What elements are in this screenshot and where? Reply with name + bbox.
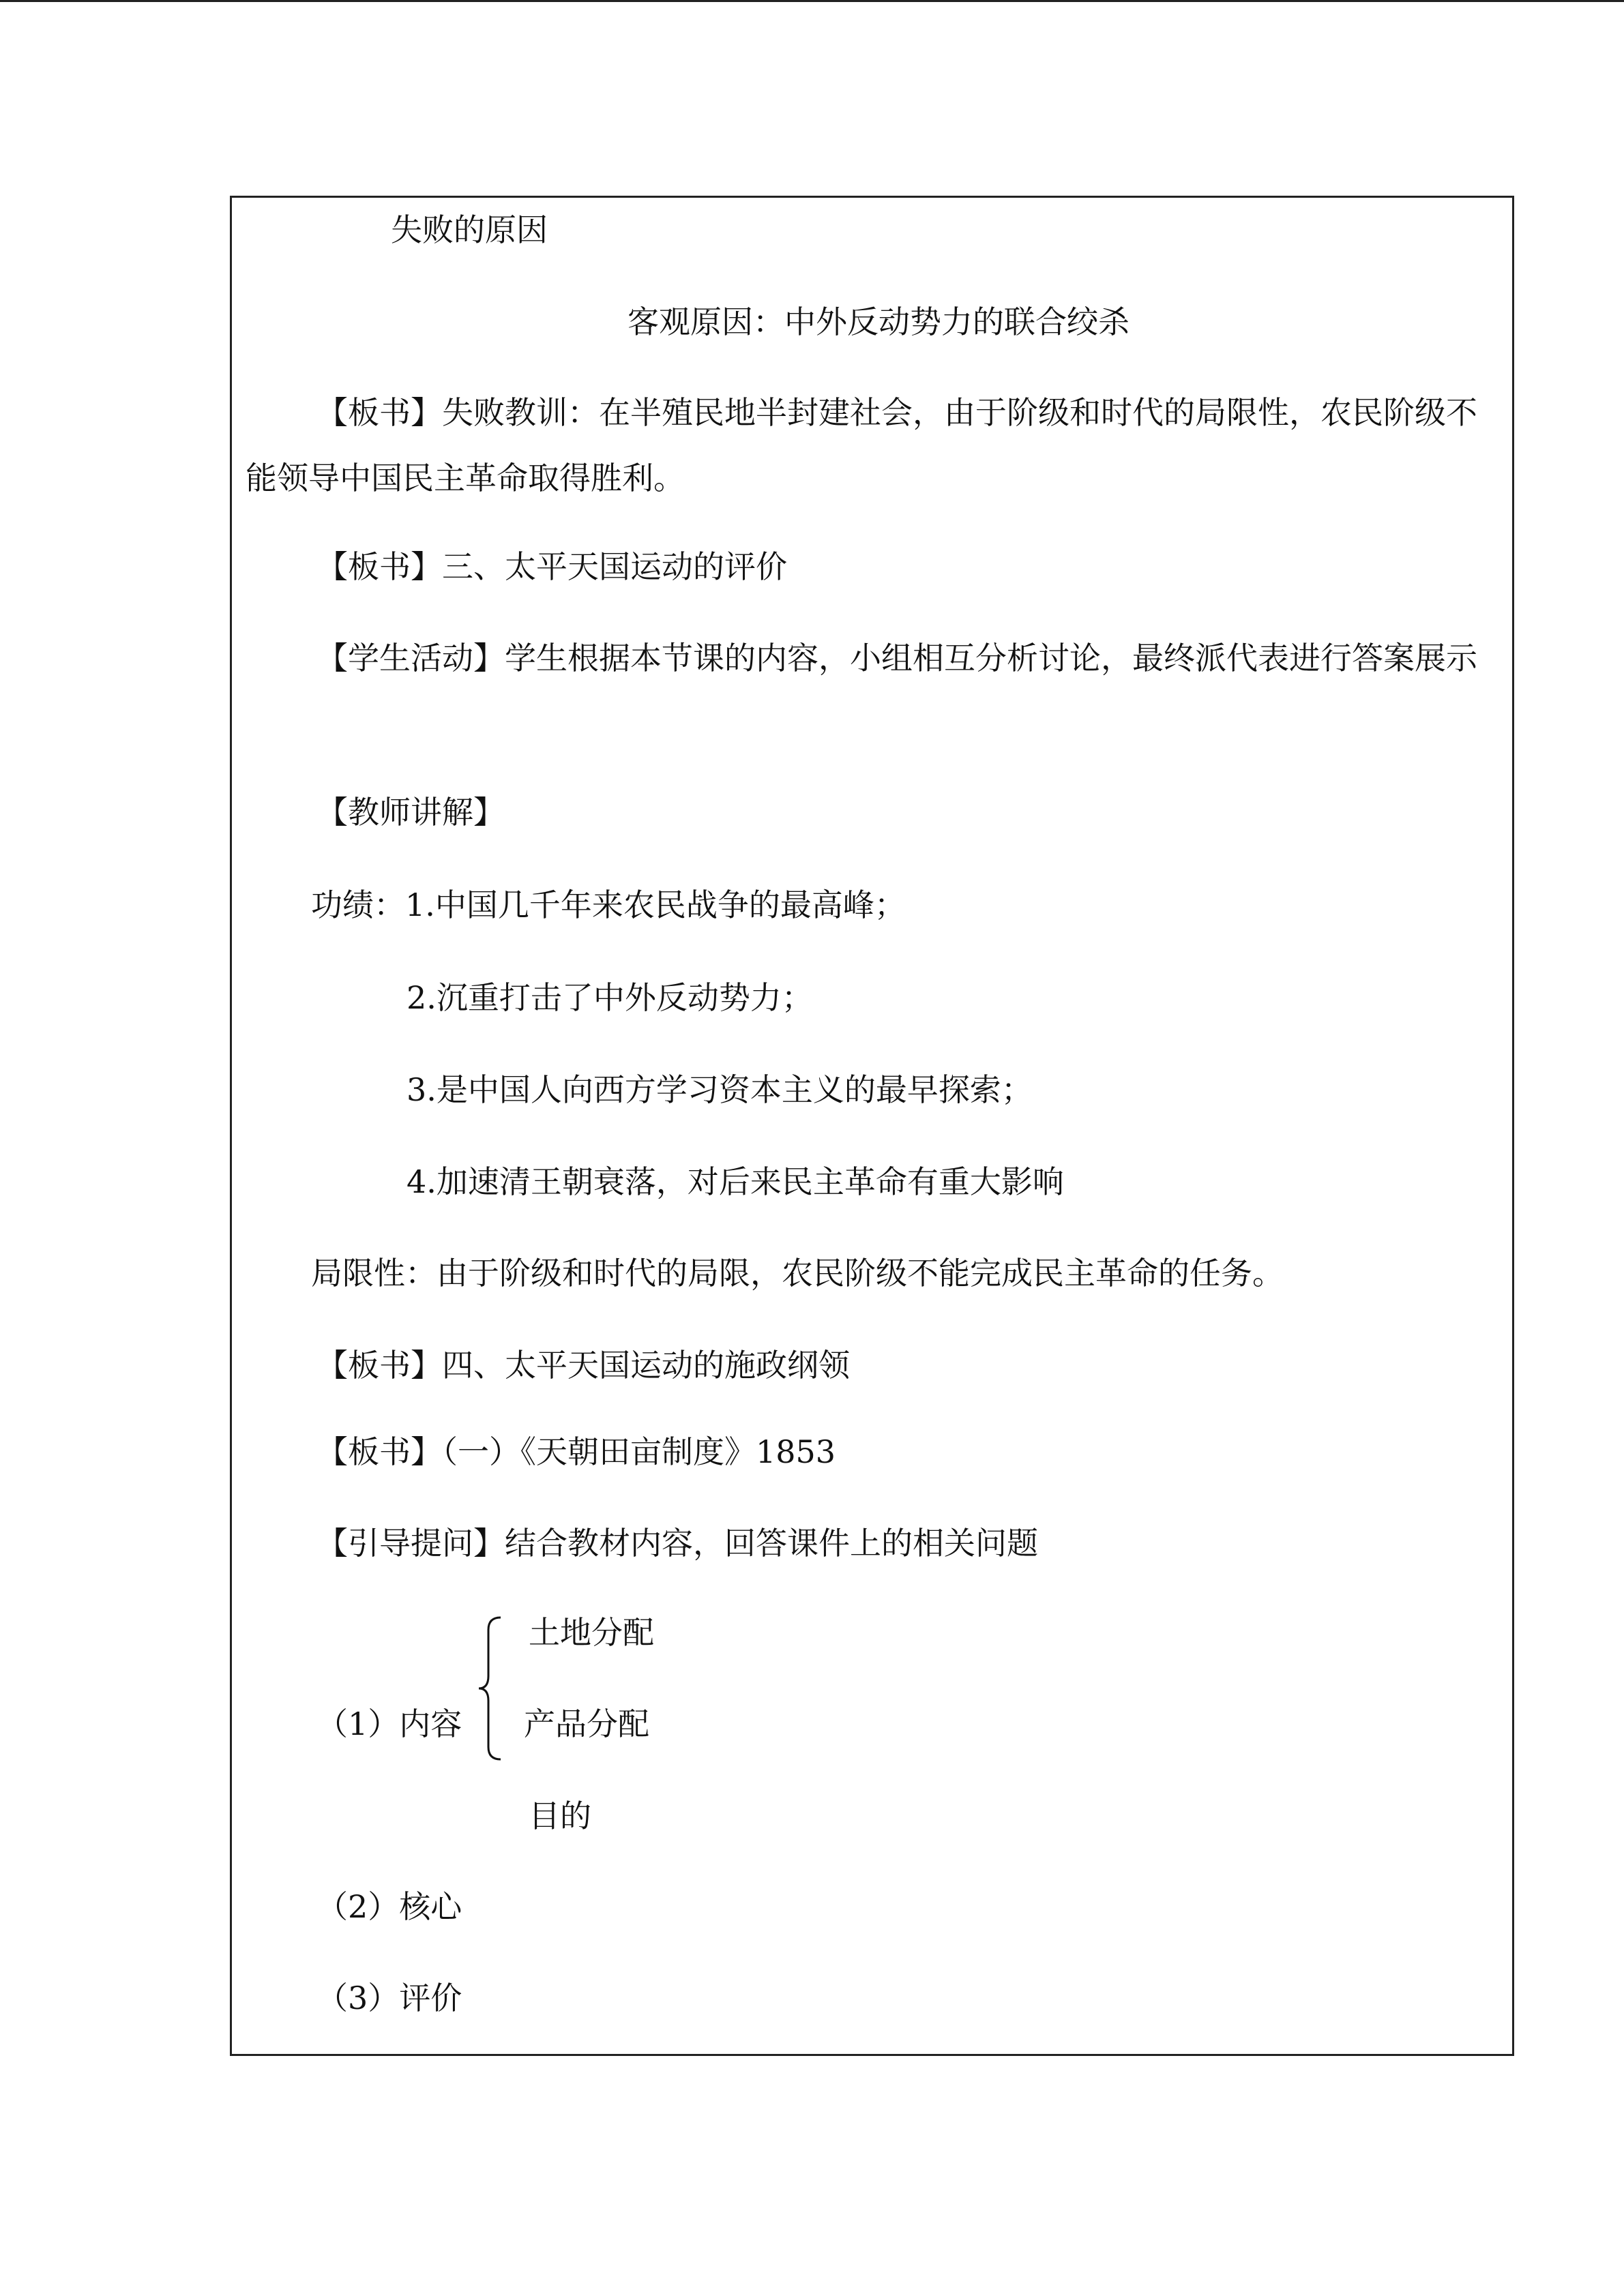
content-label: （1）内容	[316, 1705, 462, 1742]
heading-failure-reasons: 失败的原因	[391, 211, 548, 248]
merit-item-3: 3.是中国人向西方学习资本主义的最早探索；	[407, 1071, 1033, 1108]
board-program-line: 【板书】四、太平天国运动的施政纲领	[316, 1347, 850, 1384]
board-evaluation-line: 【板书】三、太平天国运动的评价	[316, 548, 787, 585]
core-label: （2）核心	[316, 1888, 462, 1925]
page-top-border	[0, 0, 1624, 2]
merit-item-4: 4.加速清王朝衰落，对后来民主革命有重大影响	[407, 1163, 1064, 1200]
teacher-explain-line: 【教师讲解】	[316, 794, 505, 831]
board-lesson-paragraph: 【板书】失败教训：在半殖民地半封建社会，由于阶级和时代的局限性，农民阶级不能领导中国民主革命取得胜利。	[246, 394, 1477, 496]
content-item-land: 土地分配	[529, 1614, 654, 1651]
content-item-purpose: 目的	[529, 1798, 591, 1834]
curly-brace-icon	[476, 1615, 503, 1762]
limitation-line: 局限性：由于阶级和时代的局限，农民阶级不能完成民主革命的任务。	[311, 1255, 1284, 1292]
content-item-product: 产品分配	[524, 1705, 649, 1742]
merit-item-1: 功绩：1.中国几千年来农民战争的最高峰；	[311, 886, 906, 923]
guided-question-line: 【引导提问】结合教材内容，回答课件上的相关问题	[316, 1525, 1038, 1562]
board-land-system-line: 【板书】（一）《天朝田亩制度》1853	[316, 1433, 836, 1470]
student-activity-paragraph: 【学生活动】学生根据本节课的内容，小组相互分析讨论，最终派代表进行答案展示	[316, 640, 1477, 676]
objective-reason-line: 客观原因：中外反动势力的联合绞杀	[628, 303, 1130, 340]
merit-item-2: 2.沉重打击了中外反动势力；	[407, 979, 813, 1016]
evaluation-label: （3）评价	[316, 1980, 462, 2016]
